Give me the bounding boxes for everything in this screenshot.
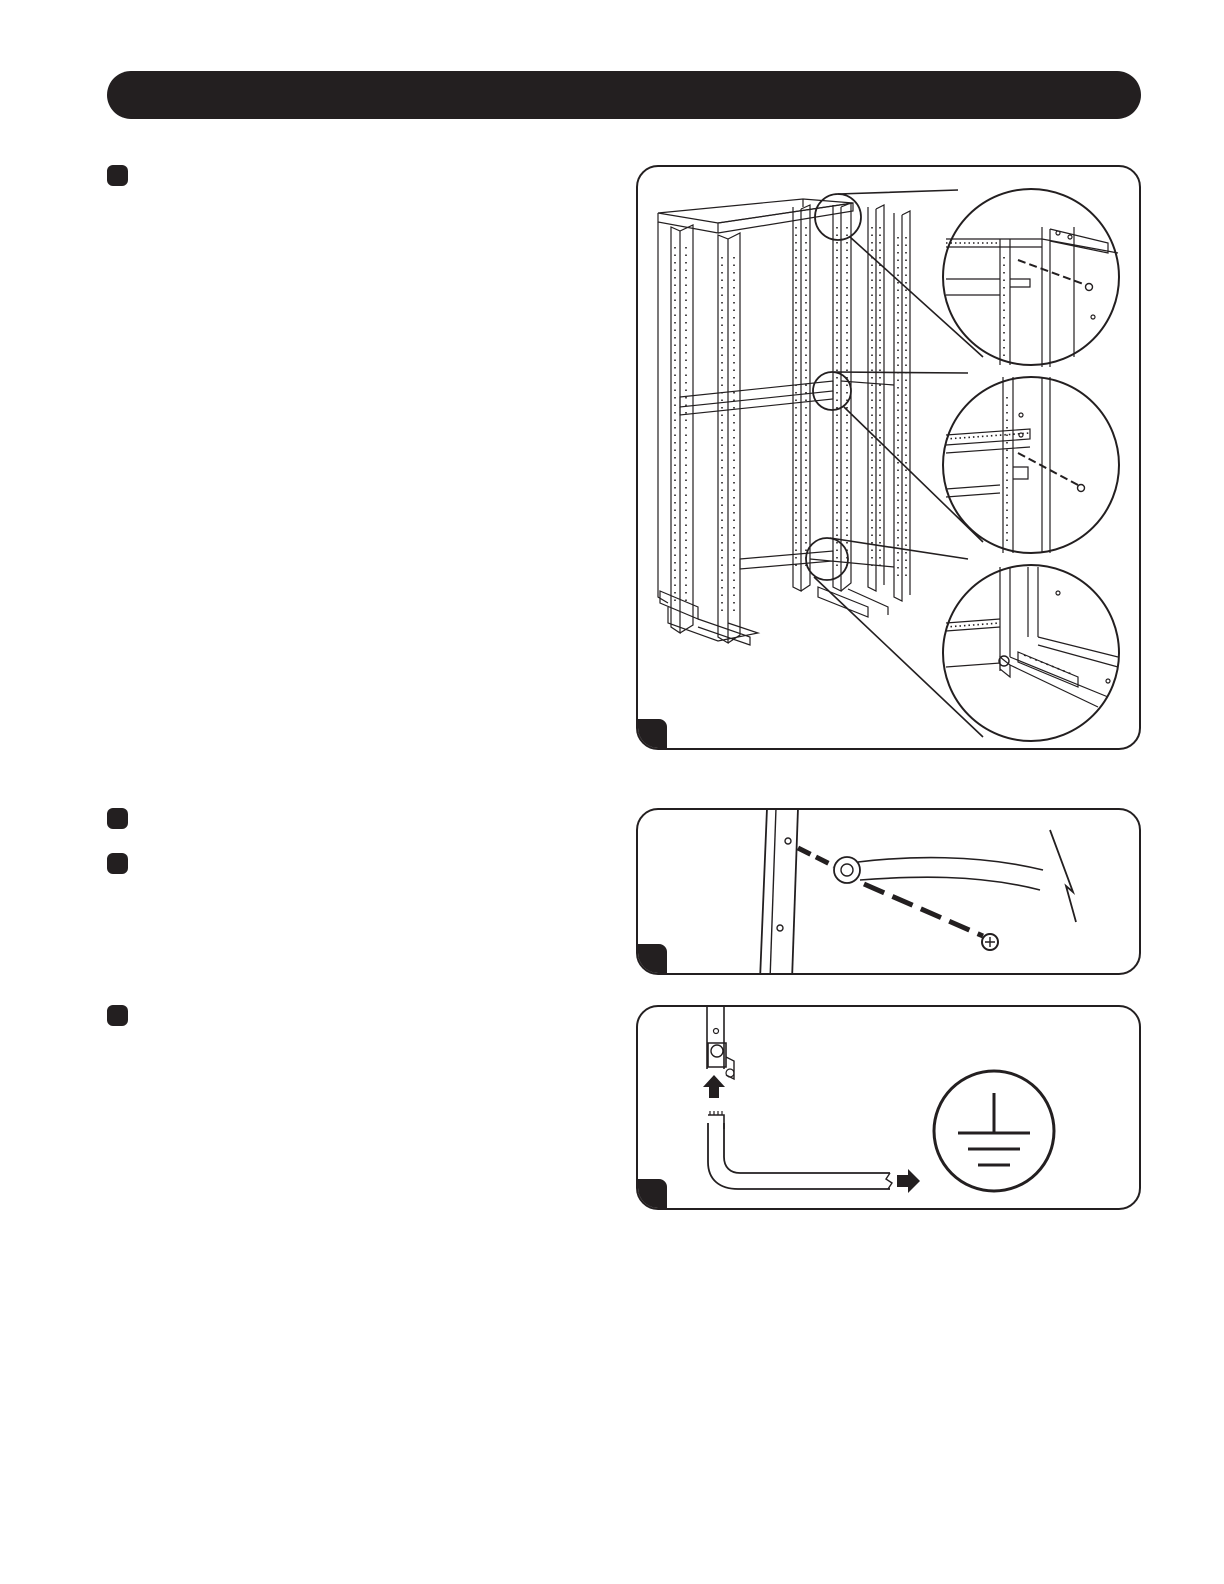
step-marker-3	[107, 853, 128, 874]
figure-ground-lug	[636, 1005, 1141, 1210]
ground-lug-and-earth-symbol-icon	[638, 1007, 1141, 1210]
figure-ground-wire	[636, 808, 1141, 975]
figure-rack-assembly	[636, 165, 1141, 750]
section-header-bar	[107, 71, 1141, 119]
step-marker-4	[107, 1005, 128, 1026]
step-marker-2	[107, 808, 128, 829]
rack-frame-with-detail-callouts-icon	[638, 167, 1141, 750]
ground-wire-ring-terminal-icon	[638, 810, 1141, 975]
step-marker-1	[107, 165, 128, 186]
